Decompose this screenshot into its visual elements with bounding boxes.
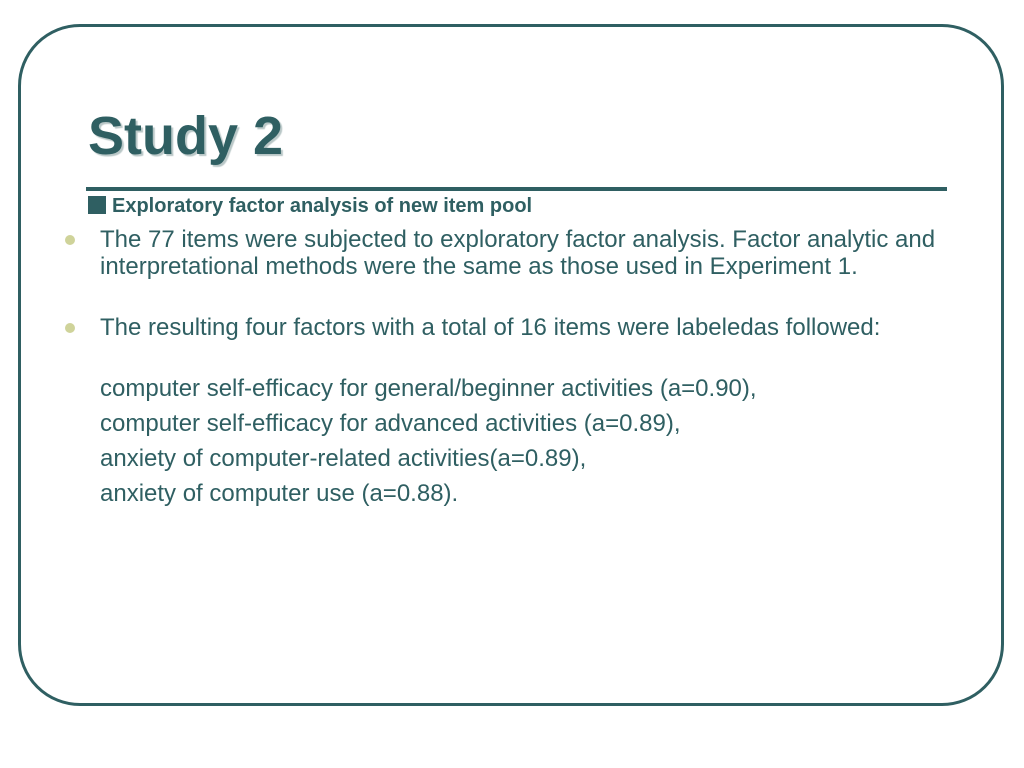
bullet-dot-icon <box>65 323 75 333</box>
factor-line-4: anxiety of computer use (a=0.88). <box>100 480 459 507</box>
slide-subtitle-text: Exploratory factor analysis of new item pool <box>112 195 533 217</box>
bullet-dot-icon <box>65 235 75 245</box>
square-bullet-icon <box>88 196 106 214</box>
title-divider <box>86 187 947 191</box>
slide-subtitle <box>88 193 532 219</box>
factor-line-3: anxiety of computer-related activities(a=0.89), <box>100 445 587 472</box>
factor-line-1: computer self-efficacy for general/beginner activities (a=0.90), <box>100 375 757 402</box>
factor-line-2: computer self-efficacy for advanced activities (a=0.89), <box>100 410 681 437</box>
bullet-text-1: The 77 items were subjected to exploratory factor analysis. Factor analytic and interpretational methods were the same as those used in Experiment 1. <box>100 226 936 280</box>
bullet-text-2: The resulting four factors with a total of 16 items were labeledas followed: <box>100 314 881 341</box>
slide-title: Study 2 <box>88 106 284 166</box>
